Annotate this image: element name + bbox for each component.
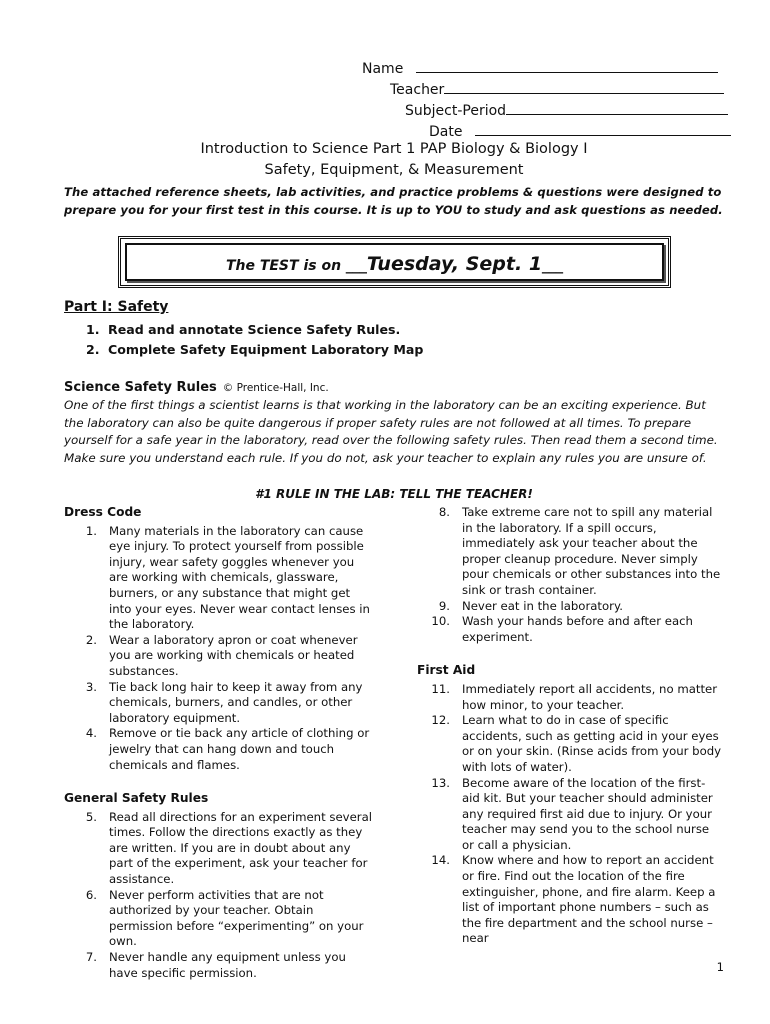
teacher-label: Teacher <box>390 82 445 98</box>
rule-number: 9. <box>438 598 450 613</box>
rule-number: 5. <box>85 809 97 824</box>
name-label: Name <box>362 61 404 77</box>
rule-text: Tie back long hair to keep it away from any chemicals, burners, and candles, or other laboratory equipment. <box>109 679 363 725</box>
step-number: 1. <box>86 322 100 337</box>
step-text: Complete Safety Equipment Laboratory Map <box>108 342 424 357</box>
rule-number: 10. <box>431 614 450 629</box>
rule-item <box>417 776 723 854</box>
rule-number: 6. <box>85 887 97 902</box>
rule-number: 13. <box>431 775 450 790</box>
part1-step <box>86 340 423 360</box>
part1-steps <box>86 320 423 360</box>
rule-number: 8. <box>438 505 450 519</box>
step-number: 2. <box>86 342 100 357</box>
test-date: Tuesday, Sept. 1 <box>366 253 543 275</box>
rule-item <box>64 888 374 950</box>
subject-period-label: Subject-Period <box>405 103 507 119</box>
rule-item <box>64 524 374 633</box>
rule-text: Never perform activities that are not authorized by your teacher. Obtain permission before “experimenting” on your own. <box>109 887 364 949</box>
rule-text: Immediately report all accidents, no matter how minor, to your teacher. <box>462 681 718 712</box>
test-date-text <box>121 253 668 275</box>
rule-text: Wash your hands before and after each experiment. <box>462 614 693 644</box>
rule-number: 3. <box>85 679 97 694</box>
rule-item <box>64 810 374 888</box>
rule-item <box>64 726 374 773</box>
rule-text: Know where and how to report an accident or fire. Find out the location of the fire extinguisher, phone, and fire alarm. Keep a list of important phone numbers – such as the fire department and the school nurse – near <box>462 853 716 946</box>
rule-number: 4. <box>85 726 97 741</box>
rule-text: Become aware of the location of the first-aid kit. But your teacher should administer any required first aid due to injury. Or your teacher may send you to the school nurse or call a physician. <box>462 775 713 852</box>
rule-text: Take extreme care not to spill any material in the laboratory. If a spill occurs, immediately ask your teacher about the proper cleanup procedure. Never simply pour chemicals or other substances into the sink or trash container. <box>462 505 721 597</box>
date-field[interactable] <box>429 120 731 142</box>
rule-text: Remove or tie back any article of clothing or jewelry that can hang down and touch chemicals and flames. <box>109 726 370 772</box>
safety-rules-title: Science Safety Rules <box>64 380 217 395</box>
rule-text: Never handle any equipment unless you have specific permission. <box>109 950 346 980</box>
rule-number: 12. <box>431 713 450 728</box>
part1-step <box>86 320 423 340</box>
rule-item <box>64 680 374 727</box>
step-text: Read and annotate Science Safety Rules. <box>108 322 401 337</box>
safety-rules-intro: One of the first things a scientist learns is that working in the laboratory can be an exciting experience. But the laboratory can also be quite dangerous if proper safety rules are not followed at all times. To prepare yourself for a safe year in the laboratory, read over the following safety rules. Then read them a second time. Make sure you understand each rule. If you do not, ask your teacher to explain any rules you are unsure of. <box>64 398 718 466</box>
rule-item <box>64 633 374 680</box>
rule-item <box>417 682 723 713</box>
date-blank[interactable] <box>475 120 731 136</box>
general-rules-heading: General Safety Rules <box>64 791 209 806</box>
intro-paragraph: The attached reference sheets, lab activities, and practice problems & questions were designed to prepare you for your first test in this course. It is up to YOU to study and ask questions as needed. <box>64 185 723 217</box>
rule-number: 11. <box>431 681 450 696</box>
rule-text: Never eat in the laboratory. <box>462 598 623 613</box>
rule-text: Wear a laboratory apron or coat whenever you are working with chemicals or heated substances. <box>109 632 358 678</box>
rule-number: 1. <box>85 523 97 538</box>
rule-item <box>417 599 723 615</box>
test-date-banner <box>118 236 671 288</box>
rule-text: Learn what to do in case of specific accidents, such as getting acid in your eyes or on your skin. (Rinse acids from your body with lots of water). <box>462 713 722 774</box>
left-column <box>64 505 374 981</box>
test-prefix: The TEST is on ___ <box>225 258 367 274</box>
name-field[interactable] <box>362 57 718 79</box>
document-title: Introduction to Science Part 1 PAP Biology & Biology I <box>200 141 588 157</box>
page-number: 1 <box>716 960 724 974</box>
name-blank[interactable] <box>416 57 718 73</box>
safety-rules-credit: © Prentice-Hall, Inc. <box>222 382 329 394</box>
teacher-blank[interactable] <box>444 78 724 94</box>
rule-one-banner: #1 RULE IN THE LAB: TELL THE TEACHER! <box>255 487 533 501</box>
rule-item <box>417 505 723 599</box>
safety-rules-heading <box>64 380 329 395</box>
rule-text: Read all directions for an experiment several times. Follow the directions exactly as they are written. If you are in doubt about any part of the experiment, ask your teacher for assistance. <box>109 809 372 887</box>
rule-item <box>417 614 723 645</box>
rule-item <box>417 713 723 775</box>
subject-period-field[interactable] <box>405 99 728 121</box>
teacher-field[interactable] <box>390 78 724 100</box>
rule-number: 7. <box>85 950 97 965</box>
right-column <box>417 505 723 947</box>
document-subtitle: Safety, Equipment, & Measurement <box>264 162 524 178</box>
rule-number: 14. <box>431 853 450 868</box>
test-suffix: ___ <box>542 258 564 274</box>
rule-item <box>417 853 723 947</box>
first-aid-heading: First Aid <box>417 663 476 678</box>
dress-code-heading: Dress Code <box>64 505 142 519</box>
date-label: Date <box>429 124 463 140</box>
part1-heading: Part I: Safety <box>64 299 169 315</box>
rule-text: Many materials in the laboratory can cause eye injury. To protect yourself from possible injury, wear safety goggles whenever you are working with chemicals, glassware, burners, or any substance that might get into your eyes. Never wear contact lenses in the laboratory. <box>109 523 370 632</box>
subject-period-blank[interactable] <box>506 99 728 115</box>
rule-number: 2. <box>85 632 97 647</box>
rule-item <box>64 950 374 981</box>
